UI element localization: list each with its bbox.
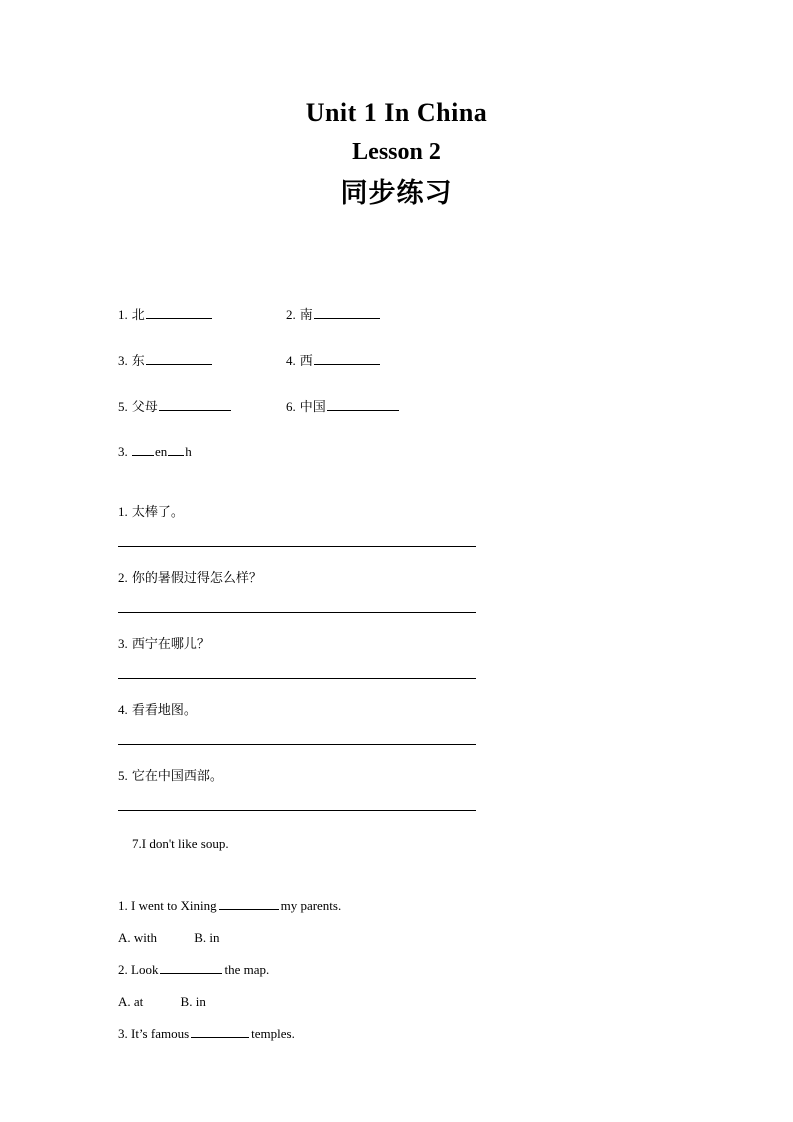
answer-rule[interactable]: [118, 744, 476, 745]
item-word: 北: [131, 308, 145, 323]
answer-blank[interactable]: [160, 961, 222, 974]
page-subtitle-cn: 同步练习: [340, 178, 453, 209]
worksheet-body: [118, 305, 678, 1057]
item-number: 2.: [118, 570, 128, 585]
answer-blank[interactable]: [327, 397, 399, 411]
option-a[interactable]: A. with: [118, 930, 157, 945]
vocabulary-item-3: [118, 351, 286, 370]
item-number: 5.: [118, 399, 128, 414]
item-text: 你的暑假过得怎么样？: [131, 571, 262, 586]
item-number: 4.: [286, 353, 296, 368]
choice-options: [118, 993, 678, 1011]
translation-prompt: [118, 503, 678, 522]
vocabulary-item-2: [286, 305, 380, 324]
translation-item: [118, 569, 678, 613]
answer-blank[interactable]: [219, 897, 279, 910]
translation-prompt: [118, 767, 678, 786]
item-text: 太棒了。: [131, 505, 184, 520]
translation-prompt: [118, 701, 678, 720]
prompt-before: Look: [131, 962, 159, 977]
item-number: 3.: [118, 636, 128, 651]
item-number: 2.: [286, 307, 296, 322]
item-word: 南: [299, 308, 313, 323]
prompt-before: I went to Xining: [131, 898, 217, 913]
item-number: 6.: [286, 399, 296, 414]
vocabulary-item-6: [286, 397, 399, 416]
item-number: 2.: [118, 962, 128, 977]
translation-prompt: [118, 569, 678, 588]
item-word: 父母: [131, 400, 158, 415]
choice-options: [118, 929, 678, 947]
answer-blank[interactable]: [191, 1025, 249, 1038]
page-title: Unit 1 In China: [305, 98, 488, 127]
option-a[interactable]: A. at: [118, 994, 144, 1009]
item-number: 1.: [118, 504, 128, 519]
answer-blank[interactable]: [159, 397, 231, 411]
letter-blank[interactable]: [168, 443, 184, 456]
answer-blank[interactable]: [146, 305, 212, 319]
translation-prompt: [118, 635, 678, 654]
option-b[interactable]: B. in: [180, 994, 206, 1009]
prompt-after: my parents.: [280, 898, 342, 913]
item-number: 1.: [118, 898, 128, 913]
letter-blank[interactable]: [132, 443, 154, 456]
extra-sentence: 7.I don't like soup.: [132, 836, 229, 851]
choice-question: [118, 961, 678, 979]
item-text: 西宁在哪儿？: [131, 637, 210, 652]
prompt-after: temples.: [251, 1026, 295, 1041]
multiple-choice-section: [118, 897, 678, 1043]
item-number: 3.: [118, 1026, 128, 1041]
vocabulary-row: [118, 351, 518, 370]
letter-fill-item: [118, 443, 518, 460]
vocabulary-item-5: [118, 397, 286, 416]
answer-rule[interactable]: [118, 810, 476, 811]
vocabulary-row: [118, 397, 518, 416]
choice-question: [118, 897, 678, 915]
answer-blank[interactable]: [314, 305, 380, 319]
item-text: 看看地图。: [131, 703, 197, 718]
answer-rule[interactable]: [118, 678, 476, 679]
item-word: 西: [299, 354, 313, 369]
translation-item: [118, 503, 678, 547]
page-subtitle: Lesson 2: [352, 139, 441, 165]
answer-rule[interactable]: [118, 546, 476, 547]
item-number: 3.: [118, 444, 128, 459]
answer-blank[interactable]: [314, 351, 380, 365]
item-word: 中国: [299, 400, 326, 415]
vocabulary-row: [118, 305, 518, 324]
item-text: 它在中国西部。: [131, 769, 223, 784]
item-number: 3.: [118, 353, 128, 368]
answer-rule[interactable]: [118, 612, 476, 613]
vocabulary-item-1: [118, 305, 286, 324]
prompt-after: the map.: [224, 962, 270, 977]
item-number: 5.: [118, 768, 128, 783]
choice-question: [118, 1025, 678, 1043]
translation-item: [118, 635, 678, 679]
prompt-before: It’s famous: [131, 1026, 190, 1041]
item-number: 4.: [118, 702, 128, 717]
answer-blank[interactable]: [146, 351, 212, 365]
translation-item: [118, 767, 678, 811]
option-b[interactable]: B. in: [194, 930, 220, 945]
translation-section: [118, 503, 678, 853]
item-word: 东: [131, 354, 145, 369]
letter-part-1: en: [155, 444, 168, 459]
document-title-block: [0, 96, 793, 212]
translation-item: [118, 701, 678, 745]
vocabulary-section: [118, 305, 518, 460]
vocabulary-item-4: [286, 351, 380, 370]
letter-part-2: h: [185, 444, 192, 459]
item-number: 1.: [118, 307, 128, 322]
